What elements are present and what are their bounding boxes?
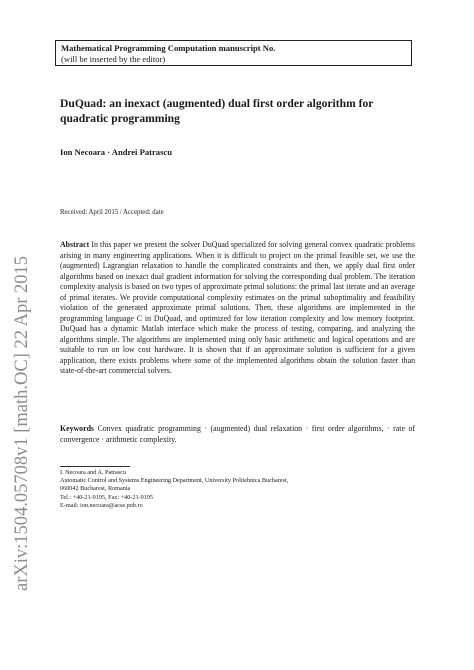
footnote-rule (60, 466, 130, 467)
arxiv-stamp: arXiv:1504.05708v1 [math.OC] 22 Apr 2015 (12, 255, 32, 591)
keywords-text: Convex quadratic programming · (augmented) dual relaxation · first order algorithms, · rate of convergence · arithmetic complexity. (60, 424, 415, 444)
affiliation-names: I. Necoara and A. Patrascu (60, 469, 126, 476)
abstract-label: Abstract (60, 240, 90, 249)
abstract (60, 240, 415, 377)
keywords (60, 424, 415, 445)
journal-title: Mathematical Programming Computation manuscript No. (61, 43, 276, 53)
affiliation-block (60, 469, 400, 510)
affiliation-address: 060042 Bucharest, Romania (60, 485, 131, 493)
journal-header-box (55, 40, 412, 66)
paper-title: DuQuad: an inexact (augmented) dual first order algorithm for quadratic programming (60, 97, 374, 125)
received-date: Received: April 2015 / Accepted: date (60, 209, 164, 216)
affiliation-email[interactable]: E-mail: ion.necoara@acse.pub.ro (60, 501, 143, 509)
affiliation-department: Automatic Control and Systems Engineering Department, University Politehnica Bucharest, (60, 477, 289, 485)
affiliation-phone: Tel.: +40-21-9195, Fax: +40-21-9195 (60, 493, 153, 501)
keywords-label: Keywords (60, 424, 94, 433)
journal-note: (will be inserted by the editor) (61, 54, 166, 64)
abstract-text: In this paper we present the solver DuQuad specialized for solving general convex quadratic problems arising in many engineering applications. When it is difficult to project on the primal feasible set, we use the (augmented) Lagrangian relaxation to handle the complicated constraints and then, we apply dual first order algorithms based on inexact dual gradient information for solving the corresponding dual problem. The iteration complexity analysis is based on two types of approximate primal solutions: the primal last iterate and an average of primal iterates. We provide computational complexity estimates on the primal suboptimality and feasibility violation of the generated approximate primal solutions. Then, these algorithms are implemented in the programming language C in DuQuad, and optimized for low iteration complexity and low memory footprint. DuQuad has a dynamic Matlab interface which make the process of testing, comparing, and analyzing the algorithms simple. The algorithms are implemented using only basic arithmetic and logical operations and are suitable to run on low cost hardware. It is shown that if an approximate solution is sufficient for a given application, there exists problems where some of the implemented algorithms obtain the solution faster than state-of-the-art commercial solvers. (60, 240, 415, 375)
paper-authors: Ion Necoara · Andrei Patrascu (60, 147, 173, 157)
